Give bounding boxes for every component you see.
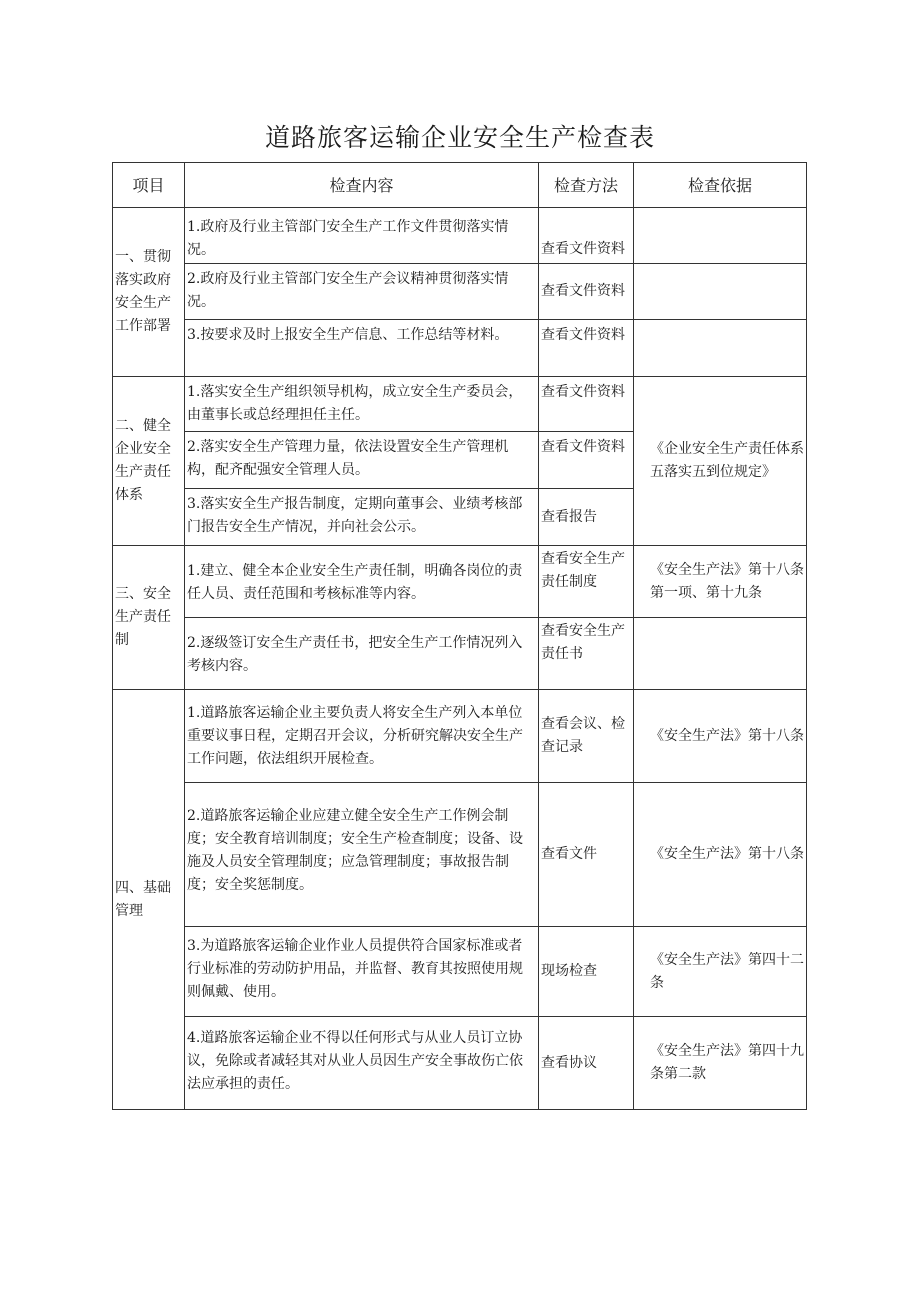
header-basis: 检查依据 — [634, 163, 807, 208]
content-cell: 2.道路旅客运输企业应建立健全安全生产工作例会制度；安全教育培训制度；安全生产检查制度；设备、设施及人员安全管理制度；应急管理制度；事故报告制度；安全奖惩制度。 — [185, 783, 539, 927]
method-cell: 查看会议、检查记录 — [539, 690, 634, 783]
method-cell: 查看报告 — [539, 489, 634, 546]
method-cell: 查看文件资料 — [539, 208, 634, 264]
method-cell: 现场检查 — [539, 927, 634, 1017]
basis-cell: 《安全生产法》第十八条 — [634, 783, 807, 927]
content-cell: 1.建立、健全本企业安全生产责任制，明确各岗位的责任人员、责任范围和考核标准等内容。 — [185, 546, 539, 618]
method-cell: 查看安全生产责任制度 — [539, 546, 634, 618]
table-row — [113, 377, 807, 432]
table-row — [113, 618, 807, 690]
basis-cell: 《安全生产法》第十八条 — [634, 690, 807, 783]
page-title: 道路旅客运输企业安全生产检查表 — [264, 123, 655, 152]
basis-cell — [634, 264, 807, 320]
content-cell: 2.落实安全生产管理力量，依法设置安全生产管理机构，配齐配强安全管理人员。 — [185, 432, 539, 489]
category-label: 四、基础管理 — [115, 879, 171, 919]
basis-cell: 《安全生产法》第四十二条 — [634, 927, 807, 1017]
category-cell — [113, 546, 185, 690]
table-row — [113, 208, 807, 264]
category-cell — [113, 208, 185, 377]
method-cell: 查看安全生产责任书 — [539, 618, 634, 690]
method-cell: 查看文件资料 — [539, 264, 634, 320]
table-row — [113, 546, 807, 618]
header-item: 项目 — [113, 163, 185, 208]
header-method: 检查方法 — [539, 163, 634, 208]
category-cell — [113, 690, 185, 1110]
category-label: 一、贯彻落实政府安全生产工作部署 — [115, 249, 171, 334]
content-cell: 2.政府及行业主管部门安全生产会议精神贯彻落实情况。 — [185, 264, 539, 320]
table-row — [113, 927, 807, 1017]
basis-merged-cell: 《企业安全生产责任体系五落实五到位规定》 — [634, 377, 807, 546]
content-cell: 3.为道路旅客运输企业作业人员提供符合国家标准或者行业标准的劳动防护用品，并监督、教育其按照使用规则佩戴、使用。 — [185, 927, 539, 1017]
method-cell: 查看文件 — [539, 783, 634, 927]
basis-cell: 《安全生产法》第十八条第一项、第十九条 — [634, 546, 807, 618]
table-row — [113, 264, 807, 320]
basis-cell: 《安全生产法》第四十九条第二款 — [634, 1017, 807, 1110]
header-content: 检查内容 — [185, 163, 539, 208]
category-label: 三、安全生产责任制 — [115, 586, 171, 648]
table-row — [113, 783, 807, 927]
content-cell: 2.逐级签订安全生产责任书，把安全生产工作情况列入考核内容。 — [185, 618, 539, 690]
inspection-table — [112, 162, 807, 1110]
category-label: 二、健全企业安全生产责任体系 — [115, 418, 171, 503]
method-cell: 查看文件资料 — [539, 320, 634, 377]
basis-cell — [634, 618, 807, 690]
table-header-row — [113, 163, 807, 208]
content-cell: 1.落实安全生产组织领导机构，成立安全生产委员会，由董事长或总经理担任主任。 — [185, 377, 539, 432]
content-cell: 3.按要求及时上报安全生产信息、工作总结等材料。 — [185, 320, 539, 377]
method-cell: 查看文件资料 — [539, 432, 634, 489]
table-row — [113, 690, 807, 783]
content-cell: 1.政府及行业主管部门安全生产工作文件贯彻落实情况。 — [185, 208, 539, 264]
table-row — [113, 320, 807, 377]
method-cell: 查看文件资料 — [539, 377, 634, 432]
table-row — [113, 1017, 807, 1110]
basis-cell — [634, 320, 807, 377]
content-cell: 1.道路旅客运输企业主要负责人将安全生产列入本单位重要议事日程，定期召开会议，分析研究解决安全生产工作问题，依法组织开展检查。 — [185, 690, 539, 783]
category-cell — [113, 377, 185, 546]
basis-cell — [634, 208, 807, 264]
content-cell: 3.落实安全生产报告制度，定期向董事会、业绩考核部门报告安全生产情况，并向社会公示。 — [185, 489, 539, 546]
content-cell: 4.道路旅客运输企业不得以任何形式与从业人员订立协议，免除或者减轻其对从业人员因生产安全事故伤亡依法应承担的责任。 — [185, 1017, 539, 1110]
method-cell: 查看协议 — [539, 1017, 634, 1110]
